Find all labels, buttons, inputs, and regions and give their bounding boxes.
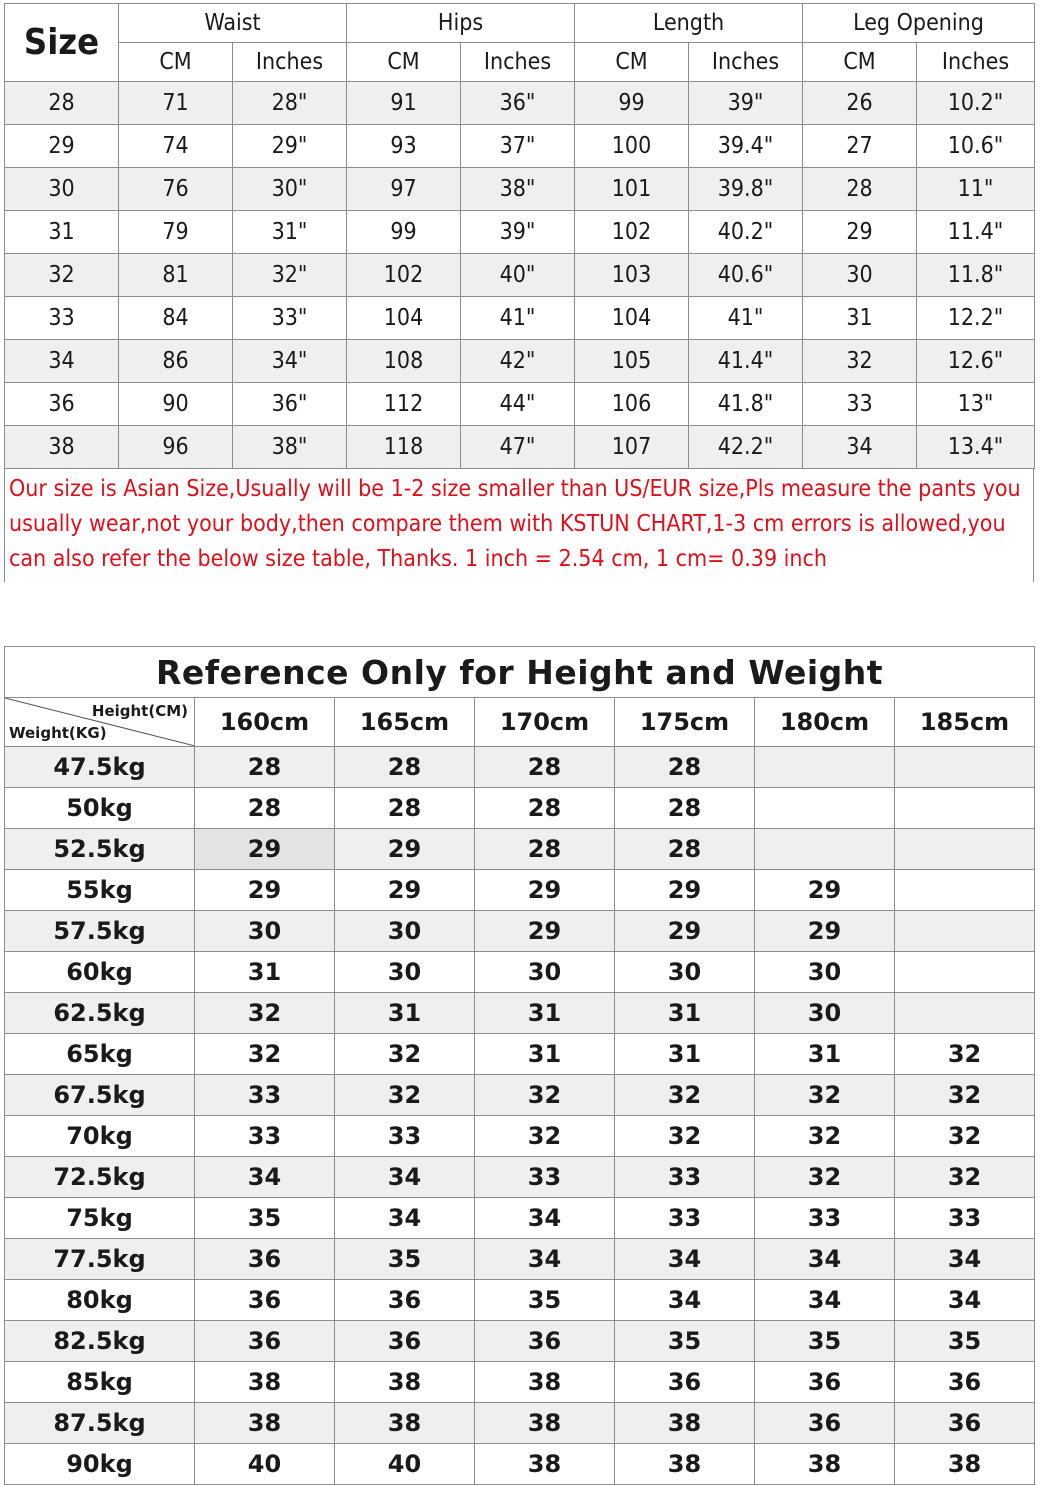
- recommended-size-cell: 36: [475, 1321, 615, 1362]
- measurement-cell: 44": [461, 383, 575, 426]
- recommended-size-cell: 29: [195, 829, 335, 870]
- measurement-cell: 91: [347, 82, 461, 125]
- weight-row: [5, 1321, 1035, 1362]
- size-row: [5, 340, 1035, 383]
- recommended-size-cell: 36: [895, 1362, 1035, 1403]
- measurement-cell: 32: [803, 340, 917, 383]
- recommended-size-cell: 29: [195, 870, 335, 911]
- size-row: [5, 168, 1035, 211]
- recommended-size-cell: 31: [475, 993, 615, 1034]
- size-value-cell: 28: [5, 82, 119, 125]
- recommended-size-cell: 32: [895, 1034, 1035, 1075]
- recommended-size-cell: 36: [195, 1321, 335, 1362]
- recommended-size-cell: 29: [335, 829, 475, 870]
- measurement-cell: 13.4": [917, 426, 1035, 469]
- weight-row: [5, 1403, 1035, 1444]
- weight-row: [5, 911, 1035, 952]
- height-weight-title: Reference Only for Height and Weight: [5, 647, 1035, 698]
- recommended-size-cell: 33: [335, 1116, 475, 1157]
- recommended-size-cell: [895, 870, 1035, 911]
- measurement-cell: 12.6": [917, 340, 1035, 383]
- recommended-size-cell: [895, 911, 1035, 952]
- waist-group-header: Waist: [119, 4, 347, 43]
- recommended-size-cell: 34: [475, 1239, 615, 1280]
- weight-cell: 52.5kg: [5, 829, 195, 870]
- weight-row: [5, 747, 1035, 788]
- weight-cell: 50kg: [5, 788, 195, 829]
- measurement-cell: 30: [803, 254, 917, 297]
- measurement-cell: 104: [347, 297, 461, 340]
- measurement-cell: 99: [575, 82, 689, 125]
- leg-opening-group-header: Leg Opening: [803, 4, 1035, 43]
- weight-row: [5, 788, 1035, 829]
- weight-cell: 62.5kg: [5, 993, 195, 1034]
- size-chart-header: [5, 4, 1035, 82]
- recommended-size-cell: 36: [195, 1280, 335, 1321]
- recommended-size-cell: 29: [475, 911, 615, 952]
- recommended-size-cell: 36: [335, 1280, 475, 1321]
- weight-cell: 60kg: [5, 952, 195, 993]
- measurement-cell: 30": [233, 168, 347, 211]
- weight-cell: 47.5kg: [5, 747, 195, 788]
- measurement-cell: 38": [461, 168, 575, 211]
- recommended-size-cell: 35: [475, 1280, 615, 1321]
- recommended-size-cell: 31: [615, 993, 755, 1034]
- measurement-cell: 101: [575, 168, 689, 211]
- size-chart-body: [5, 82, 1035, 469]
- recommended-size-cell: 33: [615, 1198, 755, 1239]
- recommended-size-cell: 34: [335, 1198, 475, 1239]
- measurement-cell: 38": [233, 426, 347, 469]
- unit-header: CM: [347, 43, 461, 82]
- measurement-cell: 105: [575, 340, 689, 383]
- height-column-header: 165cm: [335, 698, 475, 747]
- weight-row: [5, 1034, 1035, 1075]
- recommended-size-cell: 35: [195, 1198, 335, 1239]
- size-row: [5, 426, 1035, 469]
- measurement-cell: 31: [803, 297, 917, 340]
- weight-cell: 75kg: [5, 1198, 195, 1239]
- weight-row: [5, 993, 1035, 1034]
- recommended-size-cell: 34: [195, 1157, 335, 1198]
- measurement-cell: 84: [119, 297, 233, 340]
- measurement-cell: 40": [461, 254, 575, 297]
- recommended-size-cell: 35: [895, 1321, 1035, 1362]
- measurement-cell: 10.2": [917, 82, 1035, 125]
- size-row: [5, 383, 1035, 426]
- size-value-cell: 29: [5, 125, 119, 168]
- measurement-cell: 11.4": [917, 211, 1035, 254]
- hips-group-header: Hips: [347, 4, 575, 43]
- recommended-size-cell: 30: [755, 952, 895, 993]
- recommended-size-cell: 28: [475, 829, 615, 870]
- recommended-size-cell: 38: [615, 1403, 755, 1444]
- measurement-cell: 99: [347, 211, 461, 254]
- recommended-size-cell: 36: [895, 1403, 1035, 1444]
- recommended-size-cell: 31: [475, 1034, 615, 1075]
- recommended-size-cell: [895, 747, 1035, 788]
- unit-header: CM: [803, 43, 917, 82]
- measurement-cell: 41": [461, 297, 575, 340]
- measurement-cell: 74: [119, 125, 233, 168]
- height-weight-body: [5, 747, 1035, 1485]
- weight-row: [5, 1362, 1035, 1403]
- size-value-cell: 32: [5, 254, 119, 297]
- recommended-size-cell: 38: [475, 1444, 615, 1485]
- measurement-cell: 34": [233, 340, 347, 383]
- measurement-cell: 10.6": [917, 125, 1035, 168]
- measurement-cell: 39": [689, 82, 803, 125]
- measurement-cell: 37": [461, 125, 575, 168]
- weight-cell: 82.5kg: [5, 1321, 195, 1362]
- measurement-cell: 28": [233, 82, 347, 125]
- recommended-size-cell: 30: [475, 952, 615, 993]
- recommended-size-cell: 28: [195, 747, 335, 788]
- measurement-cell: 97: [347, 168, 461, 211]
- recommended-size-cell: 30: [615, 952, 755, 993]
- measurement-cell: 42": [461, 340, 575, 383]
- measurement-cell: 34: [803, 426, 917, 469]
- recommended-size-cell: 32: [195, 1034, 335, 1075]
- measurement-cell: 102: [347, 254, 461, 297]
- recommended-size-cell: 32: [335, 1034, 475, 1075]
- weight-row: [5, 1157, 1035, 1198]
- height-weight-header: [5, 647, 1035, 747]
- recommended-size-cell: 38: [615, 1444, 755, 1485]
- measurement-cell: 71: [119, 82, 233, 125]
- recommended-size-cell: [895, 952, 1035, 993]
- recommended-size-cell: 32: [335, 1075, 475, 1116]
- recommended-size-cell: 38: [755, 1444, 895, 1485]
- measurement-cell: 79: [119, 211, 233, 254]
- size-value-cell: 33: [5, 297, 119, 340]
- measurement-cell: 104: [575, 297, 689, 340]
- measurement-cell: 93: [347, 125, 461, 168]
- weight-cell: 67.5kg: [5, 1075, 195, 1116]
- weight-cell: 90kg: [5, 1444, 195, 1485]
- recommended-size-cell: 38: [335, 1403, 475, 1444]
- measurement-cell: 41.8": [689, 383, 803, 426]
- measurement-cell: 90: [119, 383, 233, 426]
- measurement-cell: 33: [803, 383, 917, 426]
- measurement-cell: 12.2": [917, 297, 1035, 340]
- size-note: Our size is Asian Size,Usually will be 1-2 size smaller than US/EUR size,Pls measure the pants you usually wear,not your body,then compare them with KSTUN CHART,1-3 cm errors is allowed,you can also refer the below size table, Thanks. 1 inch = 2.54 cm, 1 cm= 0.39 inch: [4, 469, 1034, 582]
- height-weight-table: [4, 646, 1035, 1485]
- recommended-size-cell: 32: [755, 1075, 895, 1116]
- recommended-size-cell: 32: [475, 1075, 615, 1116]
- measurement-cell: 13": [917, 383, 1035, 426]
- recommended-size-cell: 29: [615, 870, 755, 911]
- recommended-size-cell: 28: [615, 829, 755, 870]
- recommended-size-cell: 32: [895, 1075, 1035, 1116]
- recommended-size-cell: 28: [195, 788, 335, 829]
- measurement-cell: 100: [575, 125, 689, 168]
- recommended-size-cell: 29: [615, 911, 755, 952]
- unit-header: Inches: [917, 43, 1035, 82]
- recommended-size-cell: 32: [615, 1116, 755, 1157]
- measurement-cell: 32": [233, 254, 347, 297]
- recommended-size-cell: [895, 993, 1035, 1034]
- recommended-size-cell: [755, 788, 895, 829]
- size-row: [5, 254, 1035, 297]
- measurement-cell: 118: [347, 426, 461, 469]
- height-column-header: 180cm: [755, 698, 895, 747]
- recommended-size-cell: 28: [475, 788, 615, 829]
- measurement-cell: 96: [119, 426, 233, 469]
- weight-cell: 70kg: [5, 1116, 195, 1157]
- recommended-size-cell: 32: [615, 1075, 755, 1116]
- recommended-size-cell: 28: [615, 747, 755, 788]
- recommended-size-cell: 32: [475, 1116, 615, 1157]
- recommended-size-cell: 33: [475, 1157, 615, 1198]
- weight-cell: 57.5kg: [5, 911, 195, 952]
- weight-cell: 87.5kg: [5, 1403, 195, 1444]
- measurement-cell: 39.8": [689, 168, 803, 211]
- recommended-size-cell: 36: [335, 1321, 475, 1362]
- unit-header: CM: [575, 43, 689, 82]
- recommended-size-cell: 38: [475, 1403, 615, 1444]
- size-chart-table: [4, 3, 1035, 469]
- recommended-size-cell: [895, 829, 1035, 870]
- measurement-cell: 41": [689, 297, 803, 340]
- height-column-header: 175cm: [615, 698, 755, 747]
- recommended-size-cell: 38: [895, 1444, 1035, 1485]
- measurement-cell: 81: [119, 254, 233, 297]
- size-value-cell: 36: [5, 383, 119, 426]
- recommended-size-cell: 34: [615, 1239, 755, 1280]
- recommended-size-cell: 36: [615, 1362, 755, 1403]
- recommended-size-cell: 30: [335, 911, 475, 952]
- weight-row: [5, 1075, 1035, 1116]
- measurement-cell: 27: [803, 125, 917, 168]
- size-row: [5, 82, 1035, 125]
- size-row: [5, 125, 1035, 168]
- weight-row: [5, 870, 1035, 911]
- unit-header: Inches: [233, 43, 347, 82]
- recommended-size-cell: 32: [755, 1157, 895, 1198]
- recommended-size-cell: 31: [615, 1034, 755, 1075]
- recommended-size-cell: 35: [755, 1321, 895, 1362]
- recommended-size-cell: 29: [755, 911, 895, 952]
- recommended-size-cell: 32: [195, 993, 335, 1034]
- recommended-size-cell: 40: [335, 1444, 475, 1485]
- measurement-cell: 41.4": [689, 340, 803, 383]
- recommended-size-cell: 28: [335, 747, 475, 788]
- recommended-size-cell: 32: [755, 1116, 895, 1157]
- recommended-size-cell: 34: [335, 1157, 475, 1198]
- weight-row: [5, 1198, 1035, 1239]
- recommended-size-cell: 28: [475, 747, 615, 788]
- weight-cell: 85kg: [5, 1362, 195, 1403]
- size-value-cell: 30: [5, 168, 119, 211]
- measurement-cell: 102: [575, 211, 689, 254]
- weight-row: [5, 1280, 1035, 1321]
- measurement-cell: 36": [233, 383, 347, 426]
- recommended-size-cell: [895, 788, 1035, 829]
- unit-header: CM: [119, 43, 233, 82]
- recommended-size-cell: 33: [195, 1116, 335, 1157]
- size-row: [5, 211, 1035, 254]
- size-row: [5, 297, 1035, 340]
- weight-row: [5, 829, 1035, 870]
- weight-row: [5, 952, 1035, 993]
- recommended-size-cell: 31: [755, 1034, 895, 1075]
- weight-row: [5, 1239, 1035, 1280]
- recommended-size-cell: 34: [895, 1239, 1035, 1280]
- measurement-cell: 29: [803, 211, 917, 254]
- height-column-header: 170cm: [475, 698, 615, 747]
- weight-cell: 55kg: [5, 870, 195, 911]
- measurement-cell: 40.6": [689, 254, 803, 297]
- measurement-cell: 86: [119, 340, 233, 383]
- corner-header-cell: [5, 698, 195, 747]
- recommended-size-cell: 38: [475, 1362, 615, 1403]
- size-value-cell: 34: [5, 340, 119, 383]
- recommended-size-cell: 36: [755, 1403, 895, 1444]
- weight-row: [5, 1444, 1035, 1485]
- length-group-header: Length: [575, 4, 803, 43]
- recommended-size-cell: 33: [895, 1198, 1035, 1239]
- measurement-cell: 11.8": [917, 254, 1035, 297]
- measurement-cell: 106: [575, 383, 689, 426]
- unit-header: Inches: [689, 43, 803, 82]
- measurement-cell: 39.4": [689, 125, 803, 168]
- recommended-size-cell: 28: [615, 788, 755, 829]
- size-value-cell: 31: [5, 211, 119, 254]
- weight-cell: 77.5kg: [5, 1239, 195, 1280]
- weight-cell: 80kg: [5, 1280, 195, 1321]
- recommended-size-cell: 31: [195, 952, 335, 993]
- recommended-size-cell: 32: [895, 1157, 1035, 1198]
- measurement-cell: 107: [575, 426, 689, 469]
- measurement-cell: 108: [347, 340, 461, 383]
- height-axis-label: Height(CM): [91, 702, 188, 720]
- measurement-cell: 103: [575, 254, 689, 297]
- recommended-size-cell: 33: [615, 1157, 755, 1198]
- recommended-size-cell: 38: [195, 1403, 335, 1444]
- recommended-size-cell: 34: [895, 1280, 1035, 1321]
- recommended-size-cell: 30: [195, 911, 335, 952]
- measurement-cell: 28: [803, 168, 917, 211]
- measurement-cell: 26: [803, 82, 917, 125]
- recommended-size-cell: 28: [335, 788, 475, 829]
- height-column-header: 160cm: [195, 698, 335, 747]
- unit-header: Inches: [461, 43, 575, 82]
- recommended-size-cell: 30: [335, 952, 475, 993]
- weight-axis-label: Weight(KG): [9, 724, 107, 742]
- recommended-size-cell: 38: [195, 1362, 335, 1403]
- height-column-header: 185cm: [895, 698, 1035, 747]
- weight-cell: 65kg: [5, 1034, 195, 1075]
- weight-cell: 72.5kg: [5, 1157, 195, 1198]
- recommended-size-cell: 34: [755, 1239, 895, 1280]
- recommended-size-cell: 36: [755, 1362, 895, 1403]
- measurement-cell: 33": [233, 297, 347, 340]
- measurement-cell: 31": [233, 211, 347, 254]
- measurement-cell: 36": [461, 82, 575, 125]
- recommended-size-cell: 30: [755, 993, 895, 1034]
- measurement-cell: 42.2": [689, 426, 803, 469]
- recommended-size-cell: 38: [335, 1362, 475, 1403]
- recommended-size-cell: 33: [195, 1075, 335, 1116]
- recommended-size-cell: 29: [755, 870, 895, 911]
- measurement-cell: 112: [347, 383, 461, 426]
- recommended-size-cell: 29: [475, 870, 615, 911]
- recommended-size-cell: 35: [615, 1321, 755, 1362]
- recommended-size-cell: 29: [335, 870, 475, 911]
- size-value-cell: 38: [5, 426, 119, 469]
- recommended-size-cell: 32: [895, 1116, 1035, 1157]
- recommended-size-cell: [755, 747, 895, 788]
- recommended-size-cell: 34: [475, 1198, 615, 1239]
- weight-row: [5, 1116, 1035, 1157]
- measurement-cell: 11": [917, 168, 1035, 211]
- recommended-size-cell: 33: [755, 1198, 895, 1239]
- recommended-size-cell: 31: [335, 993, 475, 1034]
- recommended-size-cell: 34: [615, 1280, 755, 1321]
- recommended-size-cell: [755, 829, 895, 870]
- recommended-size-cell: 35: [335, 1239, 475, 1280]
- measurement-cell: 39": [461, 211, 575, 254]
- measurement-cell: 76: [119, 168, 233, 211]
- measurement-cell: 40.2": [689, 211, 803, 254]
- recommended-size-cell: 40: [195, 1444, 335, 1485]
- recommended-size-cell: 34: [755, 1280, 895, 1321]
- size-column-header: Size: [5, 4, 119, 82]
- measurement-cell: 29": [233, 125, 347, 168]
- measurement-cell: 47": [461, 426, 575, 469]
- recommended-size-cell: 36: [195, 1239, 335, 1280]
